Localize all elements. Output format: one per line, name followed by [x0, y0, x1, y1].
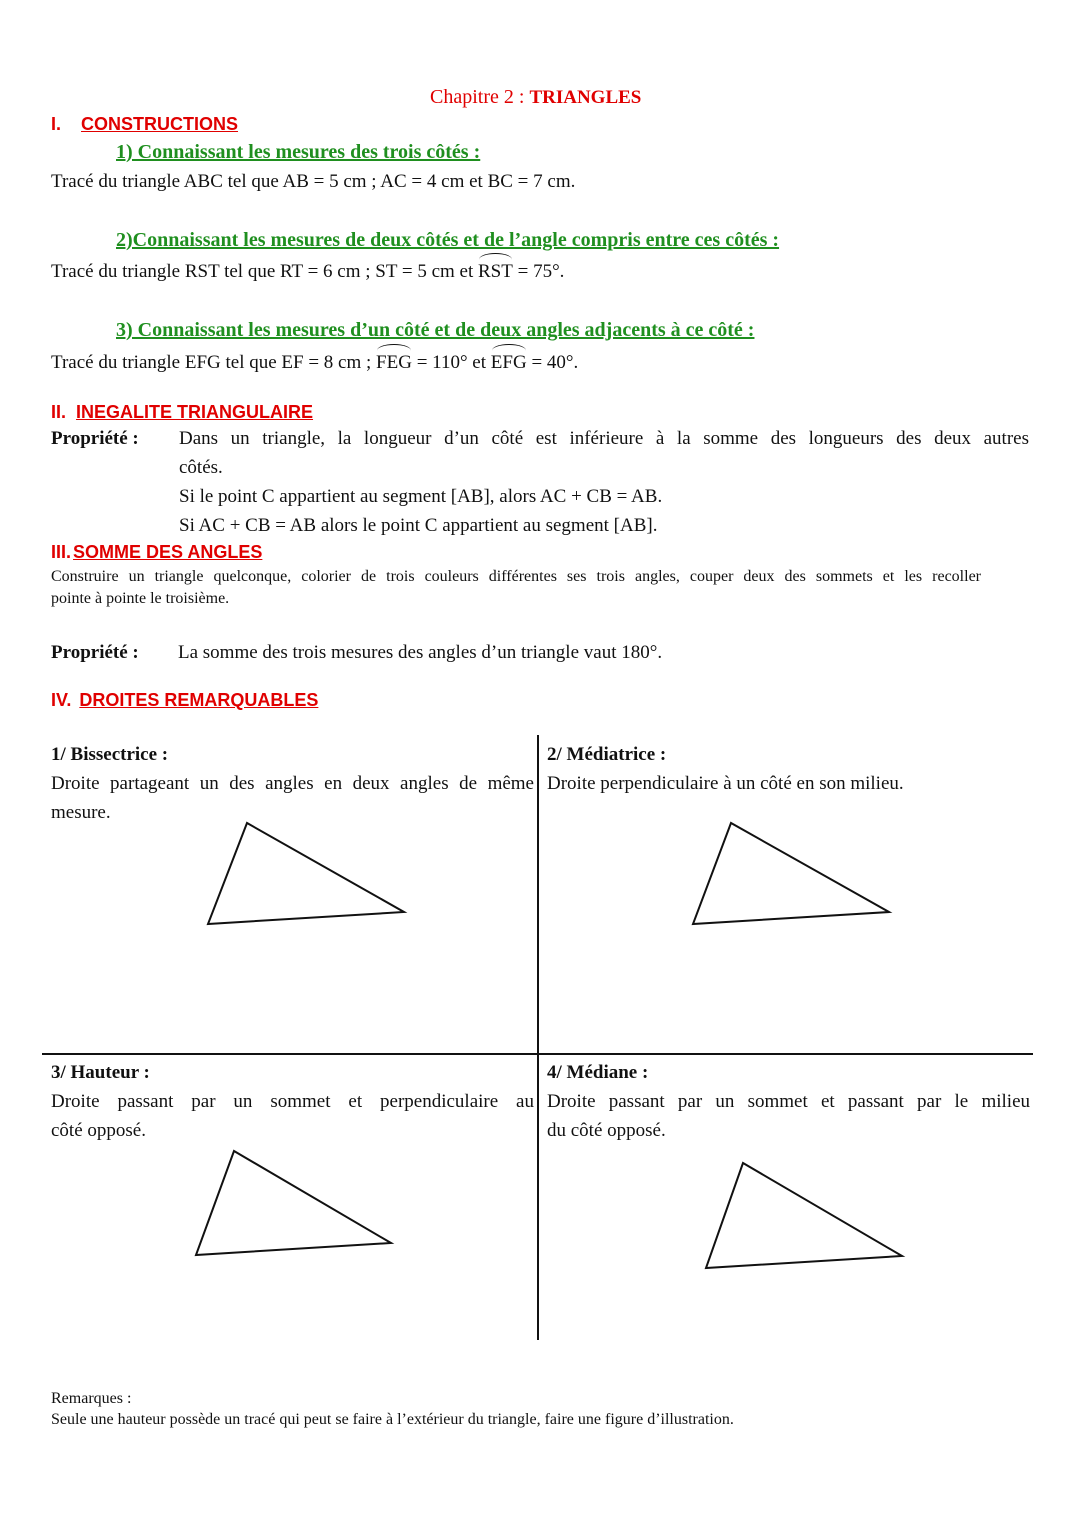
cell-text-hauteur-2: côté opposé. — [51, 1120, 146, 1141]
cell-text-bissectrice: Droite partageant un des angles en deux angles de même — [51, 773, 534, 794]
section-number: II. — [51, 402, 67, 422]
property-line-3: Si AC + CB = AB alors le point C appartient au segment [AB]. — [179, 515, 658, 536]
section-title: INEGALITE TRIANGULAIRE — [76, 402, 314, 422]
cell-text-hauteur: Droite passant par un sommet et perpendiculaire au — [51, 1091, 534, 1112]
cell-text-mediane: Droite passant par un sommet et passant par le milieu — [547, 1091, 1030, 1112]
section-number: IV. — [51, 690, 72, 710]
section-number: III. — [51, 542, 72, 562]
remarks-label: Remarques : — [51, 1390, 132, 1407]
section-constructions-heading — [51, 114, 238, 135]
property-line-1: Dans un triangle, la longueur d’un côté est inférieure à la somme des longueurs des deux autres — [179, 428, 1029, 449]
triangle-figure-mediane — [698, 1155, 913, 1275]
grid-horizontal-divider — [42, 1053, 1033, 1055]
subsection-heading-2: 2)Connaissant les mesures de deux côtés et de l’angle compris entre ces côtés : — [116, 229, 780, 251]
property-line-1b: côtés. — [179, 457, 223, 478]
cell-text-mediatrice: Droite perpendiculaire à un côté en son milieu. — [547, 773, 904, 794]
text-part: Tracé du triangle EFG tel que EF = 8 cm ; — [51, 352, 377, 373]
instruction-line-2: pointe à pointe le troisième. — [51, 590, 230, 607]
triangle-figure-hauteur — [188, 1143, 403, 1263]
property-label: Propriété : — [51, 428, 139, 449]
chapter-label: Chapitre 2 : — [430, 86, 530, 108]
cell-title-mediatrice: 2/ Médiatrice : — [547, 744, 667, 765]
cell-text-mediane-2: du côté opposé. — [547, 1120, 666, 1141]
construction-text-1: Tracé du triangle ABC tel que AB = 5 cm ; AC = 4 cm et BC = 7 cm. — [51, 171, 576, 192]
cell-text-bissectrice-2: mesure. — [51, 802, 111, 823]
cell-title-bissectrice: 1/ Bissectrice : — [51, 744, 169, 765]
grid-vertical-divider — [537, 735, 539, 1340]
triangle-figure-mediatrice — [684, 815, 899, 935]
section-title: DROITES REMARQUABLES — [79, 690, 319, 710]
angle-feg: FEG — [376, 352, 412, 373]
instruction-line-1: Construire un triangle quelconque, colorier de trois couleurs différentes ses trois angles, couper deux des sommets et les recoller — [51, 568, 981, 585]
angle-rst: RST — [478, 261, 513, 282]
angle-efg: EFG — [490, 352, 527, 373]
text-part: = 40°. — [526, 352, 579, 373]
chapter-heading — [430, 86, 641, 109]
cell-title-hauteur: 3/ Hauteur : — [51, 1062, 150, 1083]
section-droites-heading — [51, 690, 318, 711]
section-title: CONSTRUCTIONS — [81, 114, 239, 134]
text-part: Tracé du triangle RST tel que RT = 6 cm ; ST = 5 cm et — [51, 261, 478, 282]
construction-text-2 — [51, 261, 564, 283]
subsection-heading-1: 1) Connaissant les mesures des trois côtés : — [116, 141, 481, 163]
construction-text-3 — [51, 352, 578, 374]
property-text: La somme des trois mesures des angles d’un triangle vaut 180°. — [178, 642, 663, 663]
property-line-2: Si le point C appartient au segment [AB], alors AC + CB = AB. — [179, 486, 663, 507]
text-part: = 75°. — [512, 261, 565, 282]
cell-title-mediane: 4/ Médiane : — [547, 1062, 649, 1083]
remarks-text: Seule une hauteur possède un tracé qui peut se faire à l’extérieur du triangle, faire une figure d’illustration. — [51, 1411, 734, 1428]
text-part: = 110° et — [411, 352, 491, 373]
section-title: SOMME DES ANGLES — [73, 542, 263, 562]
section-inegalite-heading — [51, 402, 313, 423]
section-somme-heading — [51, 542, 262, 563]
triangle-figure-bissectrice — [200, 815, 415, 935]
section-number: I. — [51, 114, 62, 134]
property-label: Propriété : — [51, 642, 139, 663]
chapter-title: TRIANGLES — [529, 87, 642, 108]
subsection-heading-3: 3) Connaissant les mesures d’un côté et de deux angles adjacents à ce côté : — [116, 319, 755, 341]
